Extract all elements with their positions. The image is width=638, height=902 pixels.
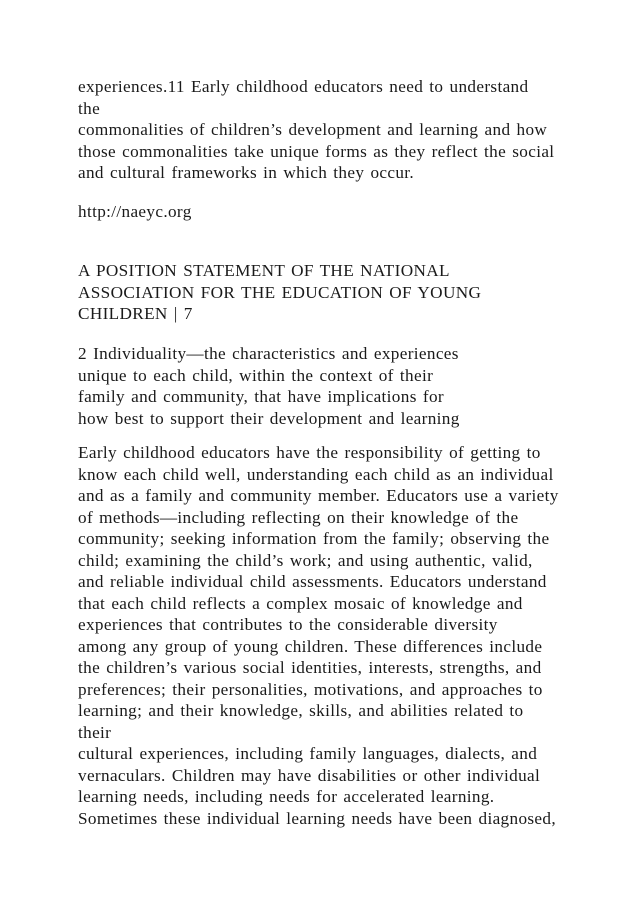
text-line: preferences; their personalities, motivations, and approaches to [78,679,543,699]
text-line: that each child reflects a complex mosaic of knowledge and [78,593,523,613]
text-line: unique to each child, within the context of their [78,365,434,385]
heading-line: A POSITION STATEMENT OF THE NATIONAL [78,261,450,280]
intro-paragraph [78,76,554,184]
text-line: 2 Individuality—the characteristics and experiences [78,344,459,363]
text-line: community; seeking information from the family; observing the [78,529,550,548]
text-line: learning; and their knowledge, skills, and abilities related to [78,701,524,720]
text-line: Sometimes these individual learning needs have been diagnosed, [78,808,557,828]
source-url: http://naeyc.org [78,202,192,221]
text-line: family and community, that have implications for [78,387,444,406]
body-paragraph [78,442,559,829]
heading-line: CHILDREN | 7 [78,304,193,323]
text-line: experiences.11 Early childhood educators need to understand [78,77,529,96]
text-line: Early childhood educators have the responsibility of getting to [78,443,541,462]
heading-line: ASSOCIATION FOR THE EDUCATION OF YOUNG [78,282,482,302]
section-heading [78,260,481,325]
text-line: and as a family and community member. Educators use a variety [78,486,559,505]
text-line: child; examining the child’s work; and using authentic, valid, [78,550,533,570]
text-line: the [78,98,101,118]
text-line: and cultural frameworks in which they occur. [78,163,415,182]
text-line: know each child well, understanding each child as an individual [78,464,554,484]
text-line: commonalities of children’s development and learning and how [78,120,548,139]
text-line: vernaculars. Children may have disabilities or other individual [78,765,541,785]
text-line: learning needs, including needs for accelerated learning. [78,787,495,806]
text-line: and reliable individual child assessments. Educators understand [78,572,547,591]
text-line: how best to support their development and learning [78,408,460,428]
text-line: among any group of young children. These differences include [78,636,543,656]
text-line: the children’s various social identities, interests, strengths, and [78,658,542,677]
text-line: their [78,722,112,742]
text-line: cultural experiences, including family languages, dialects, and [78,744,538,763]
url-paragraph [78,201,192,223]
principle-paragraph [78,343,460,429]
text-line: experiences that contributes to the considerable diversity [78,615,498,634]
text-line: of methods—including reflecting on their knowledge of the [78,507,519,527]
text-line: those commonalities take unique forms as they reflect the social [78,141,555,161]
